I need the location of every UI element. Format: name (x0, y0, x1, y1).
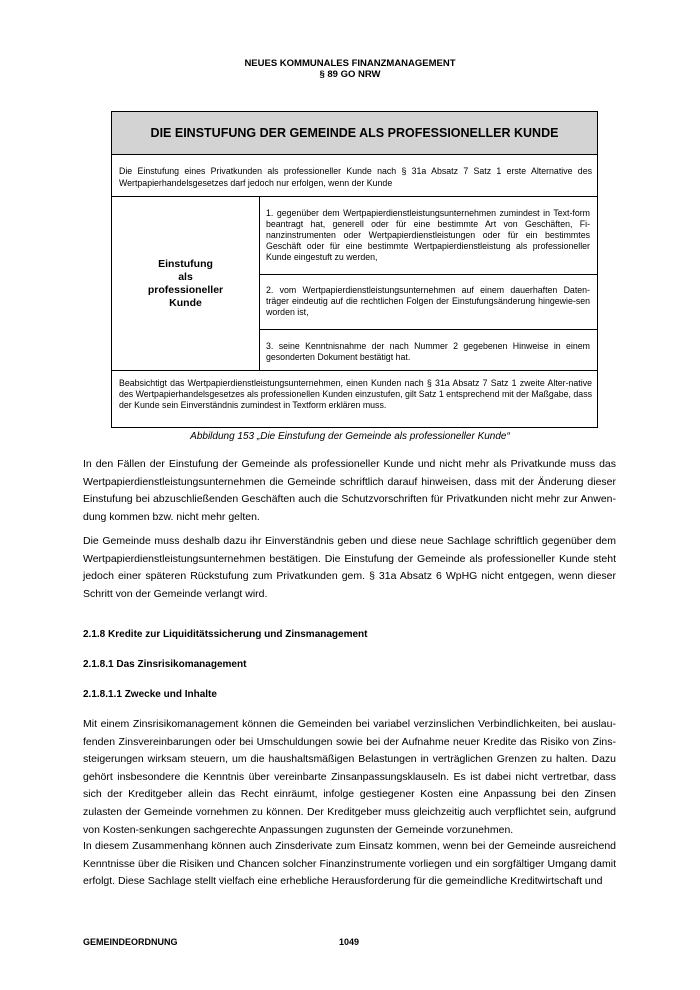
paragraph: Mit einem Zinsrisikomanagement können die Gemeinden bei variabel verzinslichen Verbindlichkeiten, bei auslau-fenden Zinsvereinbarungen oder bei Umschuldungen sowie bei der Aufnahme neuer Kredite das Risiko von Zins-steigerungen wirksam steuern, um die haushaltsmäßigen Belastungen in verträglichen Grenzen zu halten. Dazu gehört insbesondere die Kenntnis über vereinbarte Zinsanpassungsklauseln. Es ist dabei nicht vertretbar, dass sich der Kreditgeber allein das Recht einräumt, infolge gestiegener Kosten eine Anpassung bei den Zinsen zulasten der Gemeinde vornehmen zu können. Der Kreditgeber muss gleichzeitig auch verpflichtet sein, aufgrund von Kosten-senkungen sachgerechte Anpassungen zugunsten der Gemeinde vorzunehmen. (83, 718, 616, 836)
subsubsection-heading: 2.1.8.1.1 Zwecke und Inhalte (83, 689, 217, 700)
box-row-label (112, 197, 260, 370)
box-criteria-row (112, 196, 597, 371)
header-title: NEUES KOMMUNALES FINANZMANAGEMENT (244, 58, 456, 69)
criterion-1-text: 1. gegenüber dem Wertpapierdienstleistungsunternehmen zumindest in Text-form beantragt hat, generell oder für eine bestimmte Art von Geschäften, Fi-nanzinstrumenten oder Wertpapierdienstleistungen oder für ein bestimmtes Geschäft oder für eine bestimmte Wertpapierdienstleistung als professioneller Kunde eingestuft zu werden, (266, 208, 590, 262)
label-line: Kunde (169, 296, 202, 309)
section-heading: 2.1.8 Kredite zur Liquiditätssicherung und Zinsmanagement (83, 629, 368, 640)
criterion-3 (260, 330, 597, 370)
label-line: Einstufung (158, 257, 213, 270)
box-title: DIE EINSTUFUNG DER GEMEINDE ALS PROFESSIONELLER KUNDE (112, 112, 597, 155)
subsection-heading: 2.1.8.1 Das Zinsrisikomanagement (83, 659, 247, 670)
box-outro: Beabsichtigt das Wertpapierdienstleistungsunternehmen, einen Kunden nach § 31a Absatz 7 Satz 1 zweite Alter-native des Wertpapierhandelsgesetzes als professionellen Kunden einzustufen, gilt Satz 1 entsprechend mit der Maßgabe, dass der Kunde sein Einverständnis zumindest in Textform erklären muss. (119, 378, 592, 410)
footer-left: GEMEINDEORDNUNG (83, 937, 178, 947)
header-section: § 89 GO NRW (319, 69, 381, 80)
label-line: professioneller (147, 283, 224, 296)
paragraph: Die Gemeinde muss deshalb dazu ihr Einverständnis geben und diese neue Sachlage schriftlich gegenüber dem Wertpapierdienstleistungsunternehmen bestätigen. Die Einstufung der Gemeinde als professioneller Kunde steht jedoch einer späteren Rückstufung zum Privatkunden gem. § 31a Absatz 6 WpHG nicht entgegen, wenn dieser Schritt von der Gemeinde verlangt wird. (83, 535, 616, 600)
paragraph: In diesem Zusammenhang können auch Zinsderivate zum Einsatz kommen, wenn bei der Gemeinde ausreichend Kenntnisse über die Risiken und Chancen solcher Finanzinstrumente vorliegen und ein sorgfältiger Umgang damit erfolgt. Diese Sachlage stellt vielfach eine erhebliche Herausforderung für die gemeindliche Kreditwirtschaft und (83, 840, 616, 888)
page-number: 1049 (339, 937, 360, 947)
criterion-2 (260, 275, 597, 330)
label-line: als (178, 270, 193, 283)
criterion-3-text: 3. seine Kenntnisnahme der nach Nummer 2 gegebenen Hinweise in einem gesonderten Dokument bestätigt hat. (266, 341, 590, 362)
criterion-2-text: 2. vom Wertpapierdienstleistungsunternehmen auf einem dauerhaften Daten-träger eindeutig auf die rechtlichen Folgen der Einstufungsänderung hingewie-sen worden ist, (266, 285, 590, 317)
box-intro: Die Einstufung eines Privatkunden als professioneller Kunde nach § 31a Absatz 7 Satz 1 erste Alternative des Wertpapierhandelsgesetzes darf jedoch nur erfolgen, wenn der Kunde (119, 166, 592, 188)
running-header (0, 58, 700, 80)
info-box (111, 111, 598, 428)
criterion-1 (260, 197, 597, 275)
paragraph: In den Fällen der Einstufung der Gemeinde als professioneller Kunde und nicht mehr als Privatkunde muss das Wertpapierdienstleistungsunternehmen die Gemeinde schriftlich darauf hinweisen, dass mit der Änderung dieser Einstufung bei abzuschließenden Geschäften auch die Schutzvorschriften für Privatkunden nicht mehr zur Anwen-dung kommen bzw. nicht mehr gelten. (83, 458, 616, 523)
figure-caption: Abbildung 153 „Die Einstufung der Gemeinde als professioneller Kunde“ (190, 431, 510, 442)
